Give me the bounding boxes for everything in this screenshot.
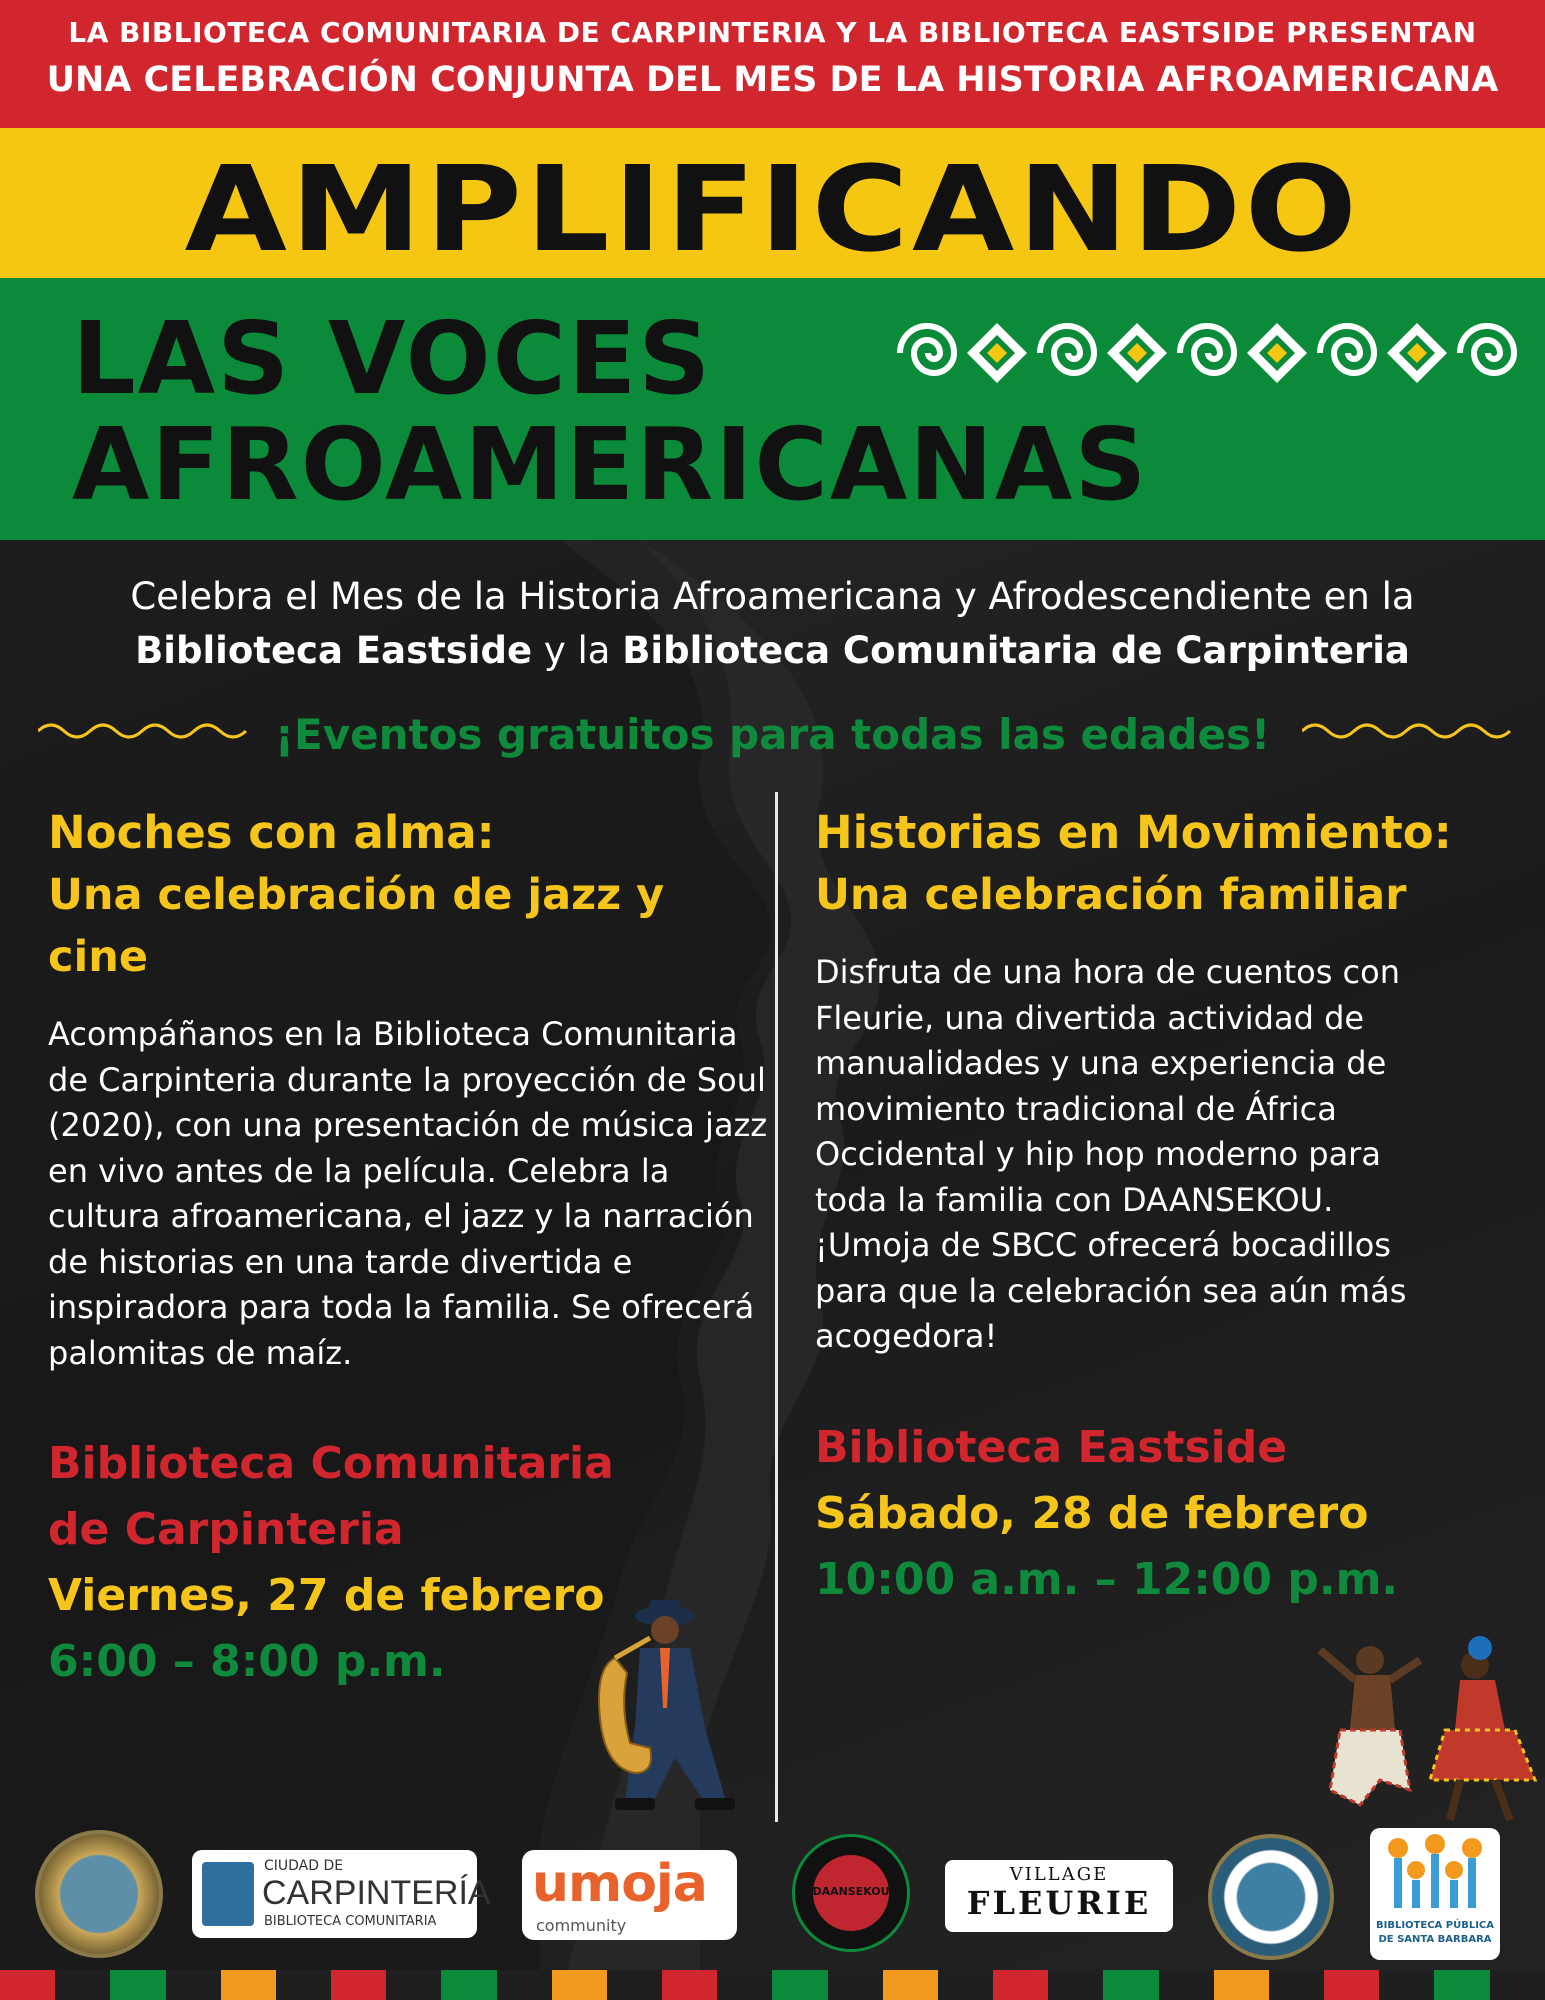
- carpinteria-logo-line1: CIUDAD DE: [264, 1858, 344, 1874]
- carpinteria-logo-line2: CARPINTERÍA: [262, 1874, 491, 1912]
- santa-barbara-city-seal-icon: [1208, 1834, 1334, 1960]
- intro-text: [60, 570, 1485, 678]
- event-stories-movement: [815, 802, 1515, 1613]
- title-line-3: AFROAMERICANAS: [72, 406, 1149, 523]
- dancers-illustration-icon: [1300, 1630, 1540, 1830]
- carpinteria-library-emblem-icon: [202, 1862, 254, 1926]
- umoja-logo-word: umoja: [532, 1854, 707, 1914]
- subtitle-band: [0, 278, 1545, 540]
- santa-barbara-library-logo: [1370, 1828, 1500, 1960]
- intro-part-2: y la: [532, 629, 623, 672]
- village-fleurie-logo: [945, 1860, 1173, 1932]
- sb-library-line2: DE SANTA BARBARA: [1378, 1934, 1492, 1945]
- umoja-logo-sub: community: [536, 1916, 627, 1935]
- intro-part-1: Celebra el Mes de la Historia Afroamericana y Afrodescendiente en la: [130, 575, 1415, 618]
- intro-carpinteria: Biblioteca Comunitaria de Carpinteria: [622, 629, 1410, 672]
- main-title: AMPLIFICANDO: [184, 140, 1361, 278]
- header-subtitle: UNA CELEBRACIÓN CONJUNTA DEL MES DE LA HISTORIA AFROAMERICANA: [46, 60, 1499, 100]
- event-location: Biblioteca Comunitaria de Carpinteria: [48, 1438, 614, 1555]
- daansekou-logo: [792, 1834, 910, 1952]
- title-line-2: LAS VOCES: [72, 300, 713, 417]
- header-band: [0, 0, 1545, 128]
- intro-eastside: Biblioteca Eastside: [135, 629, 533, 672]
- event-description: Disfruta de una hora de cuentos con Fleurie, una divertida actividad de manualidades y una experiencia de movimiento tradicional de África Occidental y hip hop moderno para toda la familia con DAANSEKOU. ¡Umoja de SBCC ofrecerá bocadillos para que la celebración sea aún más acogedora!: [815, 953, 1407, 1355]
- carpinteria-logo-line3: BIBLIOTECA COMUNITARIA: [264, 1914, 437, 1929]
- bottom-color-stripe: [0, 1970, 1545, 2000]
- fleurie-logo-line1: VILLAGE: [1009, 1864, 1109, 1885]
- event-date: Sábado, 28 de febrero: [815, 1487, 1369, 1539]
- event-details: [815, 1415, 1515, 1613]
- saxophonist-illustration-icon: [555, 1598, 755, 1838]
- column-divider: [775, 792, 778, 1822]
- event-time: 6:00 – 8:00 p.m.: [48, 1636, 446, 1687]
- event-jazz-cinema: [48, 802, 768, 1695]
- event-date: Viernes, 27 de febrero: [48, 1570, 605, 1621]
- right-wave-icon: [1302, 716, 1512, 746]
- sponsor-logos: [0, 1820, 1545, 1970]
- event-subtitle: Una celebración de jazz y cine: [48, 870, 665, 982]
- carpinteria-city-seal-icon: [35, 1830, 163, 1958]
- sb-library-line1: BIBLIOTECA PÚBLICA: [1375, 1920, 1494, 1931]
- title-band: [0, 128, 1545, 278]
- umoja-community-logo: [522, 1850, 737, 1940]
- event-title: Noches con alma:: [48, 806, 495, 859]
- adinkra-pattern-icon: [892, 318, 1522, 388]
- header-presenters: LA BIBLIOTECA COMUNITARIA DE CARPINTERIA Y LA BIBLIOTECA EASTSIDE PRESENTAN: [68, 16, 1477, 49]
- event-description: Acompáñanos en la Biblioteca Comunitaria de Carpinteria durante la proyección de Soul (2020), con una presentación de música jazz en vivo antes de la película. Celebra la cultura afroamericana, el jazz y la narración de historias en una tarde divertida e inspiradora para toda la familia. Se ofrecerá palomitas de maíz.: [48, 1015, 768, 1372]
- fleurie-logo-line2: FLEURIE: [966, 1884, 1152, 1922]
- carpinteria-library-logo: [192, 1850, 491, 1938]
- event-title: Historias en Movimiento:: [815, 806, 1452, 859]
- event-location: Biblioteca Eastside: [815, 1421, 1288, 1473]
- event-time: 10:00 a.m. – 12:00 p.m.: [815, 1553, 1399, 1605]
- main-content: [0, 540, 1545, 2000]
- free-events-tagline: ¡Eventos gratuitos para todas las edades!: [274, 710, 1271, 759]
- poppy-arches-icon: [1380, 1834, 1490, 1912]
- daansekou-logo-text: DAANSEKOU: [812, 1885, 890, 1898]
- event-subtitle: Una celebración familiar: [815, 870, 1407, 920]
